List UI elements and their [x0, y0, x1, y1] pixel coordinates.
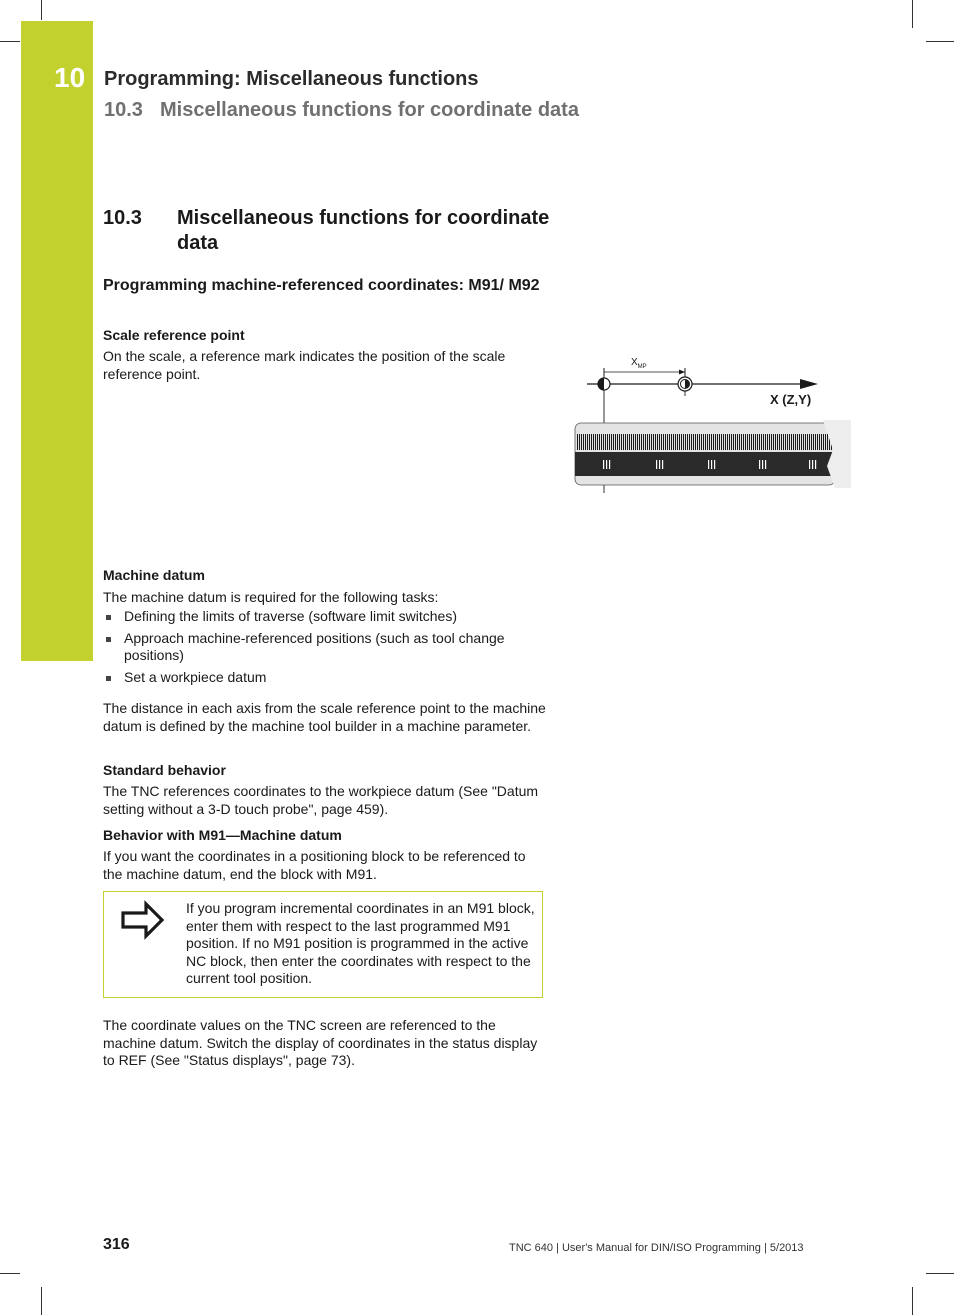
running-header-section-title: Miscellaneous functions for coordinate data — [160, 99, 579, 121]
running-header-section — [104, 99, 579, 122]
running-header-title: Programming: Miscellaneous functions — [104, 68, 479, 90]
standard-behavior-text: The TNC references coordinates to the workpiece datum (See "Datum setting without a 3-D touch probe", page 459). — [103, 783, 539, 817]
axis-label: X (Z,Y) — [770, 392, 812, 407]
subsection-title: Programming machine-referenced coordinates: M91/ M92 — [103, 277, 540, 294]
bullet-square-icon — [106, 637, 111, 642]
machine-datum-text: The distance in each axis from the scale reference point to the machine datum is defined by the machine tool builder in a machine parameter. — [103, 700, 546, 734]
crop-mark — [41, 0, 42, 20]
scale-ref-heading: Scale reference point — [103, 327, 245, 343]
crop-mark — [0, 1273, 20, 1274]
list-item: Approach machine-referenced positions (such as tool change positions) — [103, 630, 543, 665]
note-text: If you program incremental coordinates in an M91 block, enter them with respect to the last programmed M91 position. If no M91 position is programmed in the active NC block, then enter the coordinates with respect to the current tool position. — [186, 900, 535, 986]
note-box — [103, 891, 543, 998]
machine-datum-list — [103, 608, 543, 690]
machine-datum-intro: The machine datum is required for the following tasks: — [103, 589, 439, 605]
crop-mark — [41, 1287, 42, 1315]
chapter-number: 10 — [54, 62, 86, 93]
chapter-tab — [21, 21, 93, 661]
crop-mark — [926, 1273, 954, 1274]
axis-arrowhead — [800, 379, 818, 389]
xmp-label: $X_{MP}$ — [631, 357, 647, 370]
standard-behavior-heading: Standard behavior — [103, 762, 226, 778]
closing-text: The coordinate values on the TNC screen are referenced to the machine datum. Switch the display of coordinates in the status display to REF (See "Status displays", page 73). — [103, 1017, 538, 1068]
running-header-section-number: 10.3 — [104, 99, 143, 121]
bullet-square-icon — [106, 615, 111, 620]
crop-mark — [0, 41, 20, 42]
scale-reference-figure — [565, 348, 855, 496]
arrow-right-icon — [118, 900, 166, 940]
scale-reference-track — [575, 452, 835, 476]
page-number: 316 — [103, 1236, 130, 1253]
section-number: 10.3 — [103, 207, 142, 229]
machine-datum-heading: Machine datum — [103, 567, 205, 583]
bullet-square-icon — [106, 676, 111, 681]
scale-graduation — [577, 434, 835, 450]
crop-mark — [912, 1287, 913, 1315]
crop-mark — [912, 0, 913, 28]
section-title: Miscellaneous functions for coordinate data — [177, 207, 550, 254]
list-item: Set a workpiece datum — [103, 669, 543, 687]
list-item: Defining the limits of traverse (software limit switches) — [103, 608, 543, 626]
crop-mark — [926, 41, 954, 42]
footer-text: TNC 640 | User's Manual for DIN/ISO Programming | 5/2013 — [509, 1242, 804, 1254]
scale-ref-text: On the scale, a reference mark indicates the position of the scale reference point. — [103, 348, 506, 382]
m91-behavior-heading: Behavior with M91—Machine datum — [103, 827, 342, 843]
m91-behavior-text: If you want the coordinates in a positioning block to be referenced to the machine datum, end the block with M91. — [103, 848, 526, 882]
